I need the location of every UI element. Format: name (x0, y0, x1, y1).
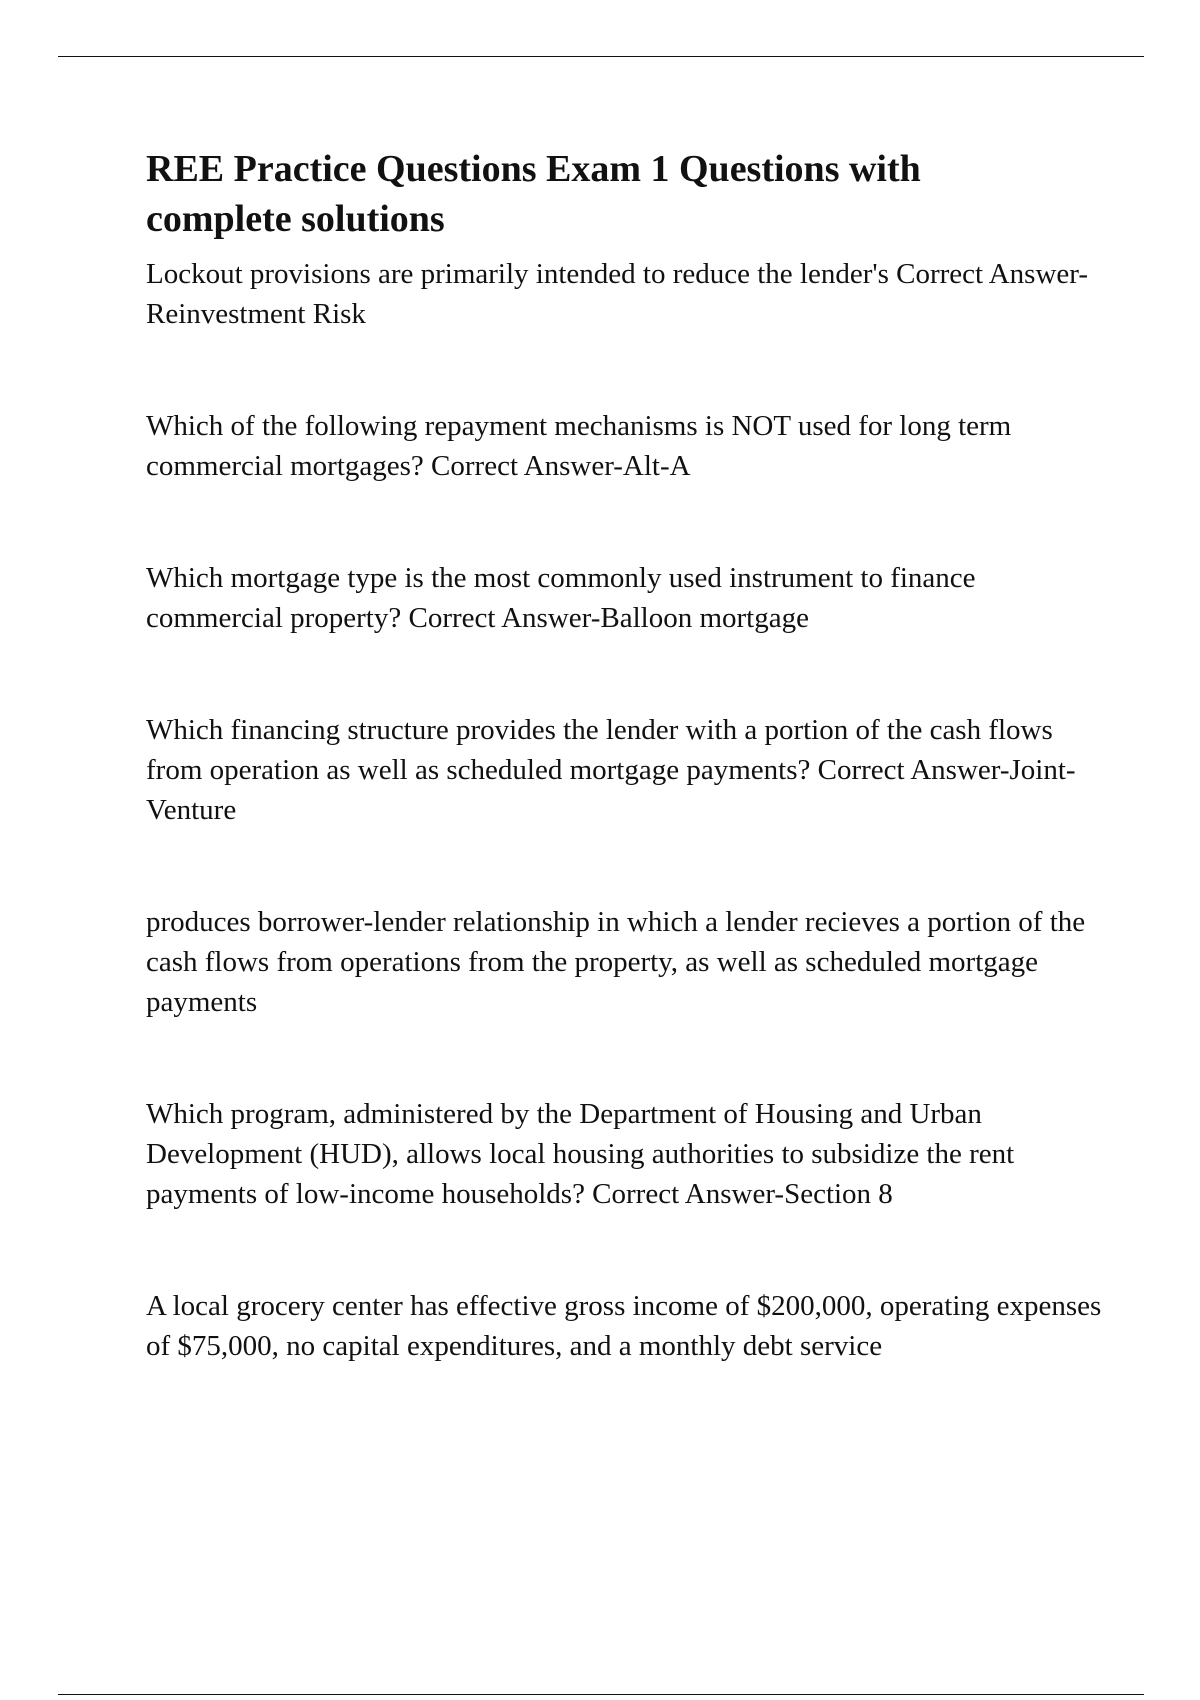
header-rule (58, 56, 1144, 57)
qa-entry-lockout: Lockout provisions are primarily intended to reduce the lender's Correct Answer-Reinvestment Risk (146, 258, 1089, 330)
document-page (146, 144, 1106, 1366)
qa-entry-financing-structure: Which financing structure provides the lender with a portion of the cash flows from operation as well as scheduled mortgage payments? Correct Answer-Joint-Venture (146, 714, 1076, 826)
qa-entry-grocery-center: A local grocery center has effective gross income of $200,000, operating expenses of $75,000, no capital expenditures, and a monthly debt service (146, 1290, 1102, 1362)
document-title: REE Practice Questions Exam 1 Questions with complete solutions (146, 148, 921, 240)
qa-entry-repayment: Which of the following repayment mechanisms is NOT used for long term commercial mortgages? Correct Answer-Alt-A (146, 410, 1012, 482)
qa-entry-hud-program: Which program, administered by the Department of Housing and Urban Development (HUD), allows local housing authorities to subsidize the rent payments of low-income households? Correct Answer-Section 8 (146, 1098, 1015, 1210)
qa-entry-mortgage-type: Which mortgage type is the most commonly used instrument to finance commercial property? Correct Answer-Balloon mortgage (146, 562, 976, 634)
qa-entry-definition: produces borrower-lender relationship in which a lender recieves a portion of the cash flows from operations from the property, as well as scheduled mortgage payments (146, 906, 1086, 1018)
footer-rule (58, 1694, 1144, 1695)
